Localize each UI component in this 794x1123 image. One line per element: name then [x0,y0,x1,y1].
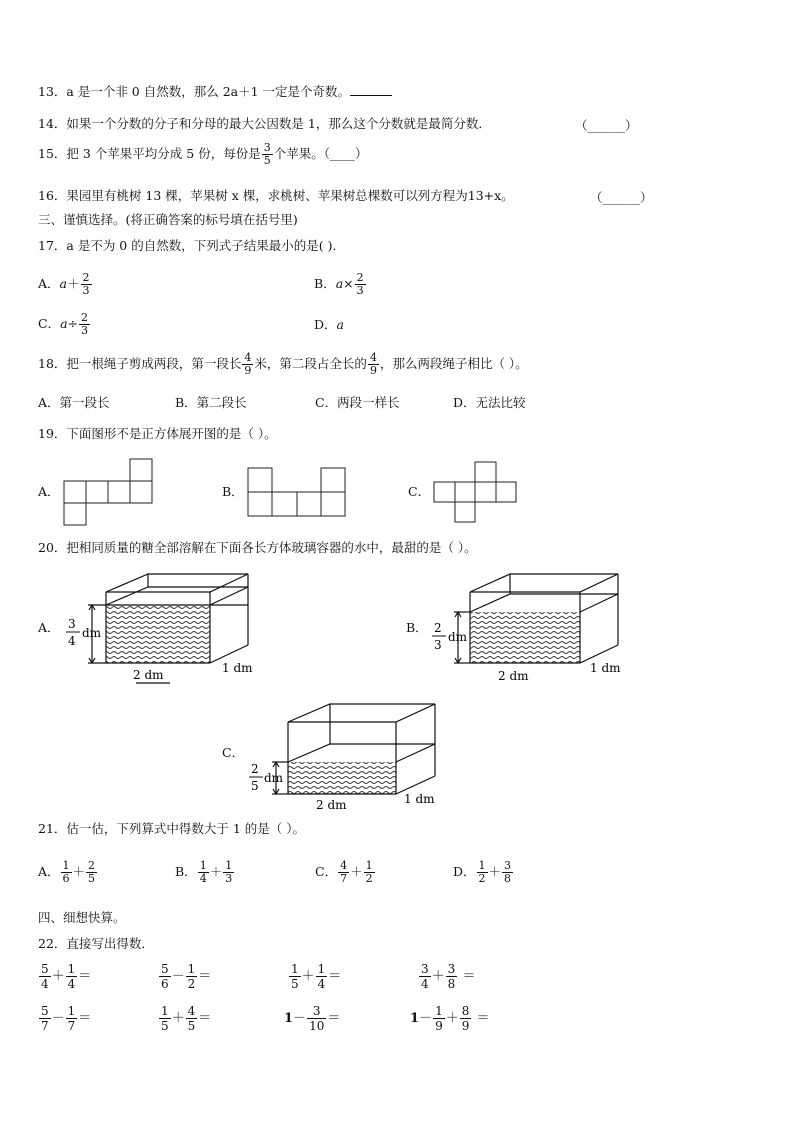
height-denominator: 4 [68,634,76,648]
question-17: 17．a 是不为 0 的自然数，下列式子结果最小的是( )． [38,238,345,253]
height-label-b [432,621,468,652]
whole-number: 1 [284,1011,294,1026]
fraction [186,962,198,991]
numerator: 2 [82,271,90,284]
operator: － [171,969,185,984]
operator: － [293,1011,307,1026]
numerator: 1 [62,859,70,872]
denominator: 5 [161,1019,169,1033]
question-13-text: 13．a 是一个非 0 自然数，那么 2a＋1 一定是个奇数。 [38,84,351,99]
section-title: 三、谨慎选择。(将正确答案的标号填在括号里) [38,212,298,227]
question-19: 19．下面图形不是正方体展开图的是（ ）。 [38,426,277,441]
denominator: 5 [291,977,299,991]
denominator: 3 [82,284,90,297]
numerator: 1 [291,962,299,976]
option-a[interactable]: A．第一段长 [38,395,110,410]
fraction [364,860,375,885]
denominator: 2 [187,977,196,991]
section-title: 四、细想快算。 [38,910,126,925]
option-label: C． [315,864,338,879]
container-b [454,574,618,663]
denominator: 2 [478,872,486,885]
equals-sign: ＝ [78,969,92,984]
denominator: 9 [369,364,377,377]
option-label: D． [453,864,476,879]
calc-item[interactable] [38,962,91,991]
denominator: 2 [365,872,373,885]
height-denominator: 3 [434,638,442,652]
denominator: 4 [421,977,429,991]
fraction [86,860,97,885]
length-label: 2 dm [316,798,347,812]
question-20: 20．把相同质量的糖全部溶解在下面各长方体玻璃容器的水中，最甜的是（ ）。 [38,540,477,555]
denominator: 7 [340,872,348,885]
numerator: 8 [461,1004,470,1018]
equals-sign: ＝ [198,969,212,984]
fraction [433,1004,445,1033]
height-label-a [66,617,102,648]
numerator: 2 [88,859,96,872]
height-unit: dm [82,626,102,640]
answer-paren[interactable]: （______） [590,190,653,205]
height-numerator: 2 [434,621,442,635]
option-c[interactable]: C．两段一样长 [315,395,400,410]
operator: ＋ [51,969,65,984]
length-label: 2 dm [133,668,164,682]
operator: － [51,1011,65,1026]
operator: ＋ [171,1011,185,1026]
operator: ＋ [66,276,80,291]
fraction [460,1004,472,1033]
option-label: C． [38,316,61,331]
option-c[interactable]: C． $\frac{4}{7}$ ＋ $\frac{1}{2}$ [315,859,373,885]
width-label: 1 dm [404,792,435,806]
numerator: 1 [317,962,326,976]
numerator: 3 [263,141,271,154]
fraction [477,860,488,885]
fraction [198,860,209,885]
calc-item[interactable] [284,1004,340,1033]
numerator: 5 [161,962,169,976]
whole-number: 1 [410,1011,420,1026]
numerator: 1 [478,859,486,872]
option-b[interactable]: B．第二段长 [175,395,247,410]
denominator: 5 [263,154,271,167]
container-c [272,704,435,794]
fraction [223,860,234,885]
equals-sign: ＝ [78,1011,92,1026]
answer-paren[interactable]: （______） [575,118,638,133]
operator: ＋ [445,1011,459,1026]
denominator: 4 [41,977,49,991]
numerator: 1 [187,962,196,976]
numerator: 4 [244,351,252,364]
denominator: 9 [435,1019,443,1033]
question-14-text: 14．如果一个分数的分子和分母的最大公因数是 1，那么这个分数就是最简分数． [38,116,491,131]
operator: ÷ [67,316,79,331]
fraction [61,860,72,885]
calc-item[interactable] [418,962,475,991]
denominator: 4 [317,977,326,991]
fraction [159,1004,171,1033]
numerator: 1 [199,859,207,872]
height-unit: dm [448,630,468,644]
operator: ＋ [431,969,445,984]
fraction [338,860,349,885]
denominator: 4 [199,872,207,885]
option-d[interactable]: D． $\frac{1}{2}$ ＋ $\frac{3}{8}$ [453,859,512,885]
calc-item[interactable] [158,962,211,991]
equals-sign: ＝ [328,969,342,984]
question-16-text: 16．果园里有桃树 13 棵，苹果树 x 棵，求桃树、苹果树总棵数可以列方程为13+x。 [38,188,514,203]
option-c[interactable]: C． [222,745,245,760]
equals-sign: ＝ [476,1011,490,1026]
option-c[interactable]: C． [408,484,431,499]
height-unit: dm [264,771,284,785]
option-label: A． [38,276,60,291]
denominator: 7 [67,1019,76,1033]
length-label: 2 dm [498,669,529,683]
denominator: 6 [161,977,169,991]
fraction [39,962,51,991]
option-b[interactable]: B． [406,620,428,635]
fraction [159,962,171,991]
width-label: 1 dm [590,661,621,675]
numerator: 4 [369,351,377,364]
numerator: 1 [67,962,76,976]
denominator: 10 [309,1019,325,1033]
width-label: 1 dm [222,661,253,675]
fraction [66,1004,78,1033]
numerator: 3 [504,859,512,872]
calc-item[interactable] [158,1004,211,1033]
question-18-post: ，那么两段绳子相比（ ）。 [379,356,528,371]
numerator: 1 [67,1004,76,1018]
question-18-pre: 18．把一根绳子剪成两段，第一段长 [38,356,242,371]
calc-item[interactable] [288,962,341,991]
denominator: 9 [244,364,252,377]
numerator: 4 [187,1004,196,1018]
option-b[interactable]: B． [222,484,244,499]
operator: － [419,1011,433,1026]
denominator: 3 [225,872,233,885]
fraction [316,962,328,991]
calc-item[interactable] [410,1004,490,1033]
operator: × [343,276,354,291]
numerator: 3 [307,1004,326,1019]
numerator: 5 [41,1004,49,1018]
fraction [446,962,458,991]
question-22: 22．直接写出得数． [38,936,154,951]
denominator: 7 [41,1019,49,1033]
variable: a [335,276,344,291]
denominator: 6 [62,872,70,885]
numerator: 4 [340,859,348,872]
denominator: 5 [88,872,96,885]
option-d[interactable]: D．无法比较 [453,395,526,410]
fraction [66,962,78,991]
operator: ＋ [301,969,315,984]
option-label: A． [38,864,60,879]
numerator: 2 [356,271,364,284]
option-b[interactable]: B． $\frac{1}{4}$ ＋ $\frac{1}{3}$ [175,859,233,885]
equals-sign: ＝ [198,1011,212,1026]
denominator: 8 [447,977,456,991]
numerator: 1 [435,1004,443,1018]
equals-sign: ＝ [327,1011,341,1026]
variable: a [60,316,68,331]
option-a[interactable]: A． [38,484,60,499]
height-denominator: 5 [251,779,259,793]
question-21: 21．估一估，下列算式中得数大于 1 的是（ ）。 [38,821,306,836]
equals-sign: ＝ [462,969,476,984]
denominator: 4 [67,977,76,991]
denominator: 9 [461,1019,470,1033]
question-15-pre: 15．把 3 个苹果平均分成 5 份，每份是 [38,146,261,161]
fraction [186,1004,198,1033]
numerator: 3 [447,962,456,976]
fraction [419,962,431,991]
question-15-post[interactable]: 个苹果。（____） [273,146,368,161]
denominator: 3 [81,324,89,337]
variable: a [59,276,67,291]
option-label: D． [314,317,337,332]
denominator: 3 [356,284,364,297]
height-numerator: 2 [251,762,259,776]
numerator: 3 [421,962,429,976]
numerator: 1 [225,859,233,872]
option-label: B． [175,864,197,879]
question-18-mid: 米，第二段占全长的 [254,356,367,371]
fraction [502,860,513,885]
numerator: 5 [41,962,49,976]
variable: a [336,317,344,332]
fraction [307,1004,326,1033]
numerator: 1 [365,859,373,872]
numerator: 1 [161,1004,169,1018]
option-a[interactable]: A． [38,620,60,635]
denominator: 5 [187,1019,196,1033]
height-numerator: 3 [68,617,76,631]
numerator: 2 [81,311,89,324]
fraction [289,962,301,991]
fraction [39,1004,51,1033]
option-label: B． [314,276,336,291]
option-a[interactable]: A． $\frac{1}{6}$ ＋ $\frac{2}{5}$ [38,859,96,885]
denominator: 8 [504,872,512,885]
calc-item[interactable] [38,1004,91,1033]
